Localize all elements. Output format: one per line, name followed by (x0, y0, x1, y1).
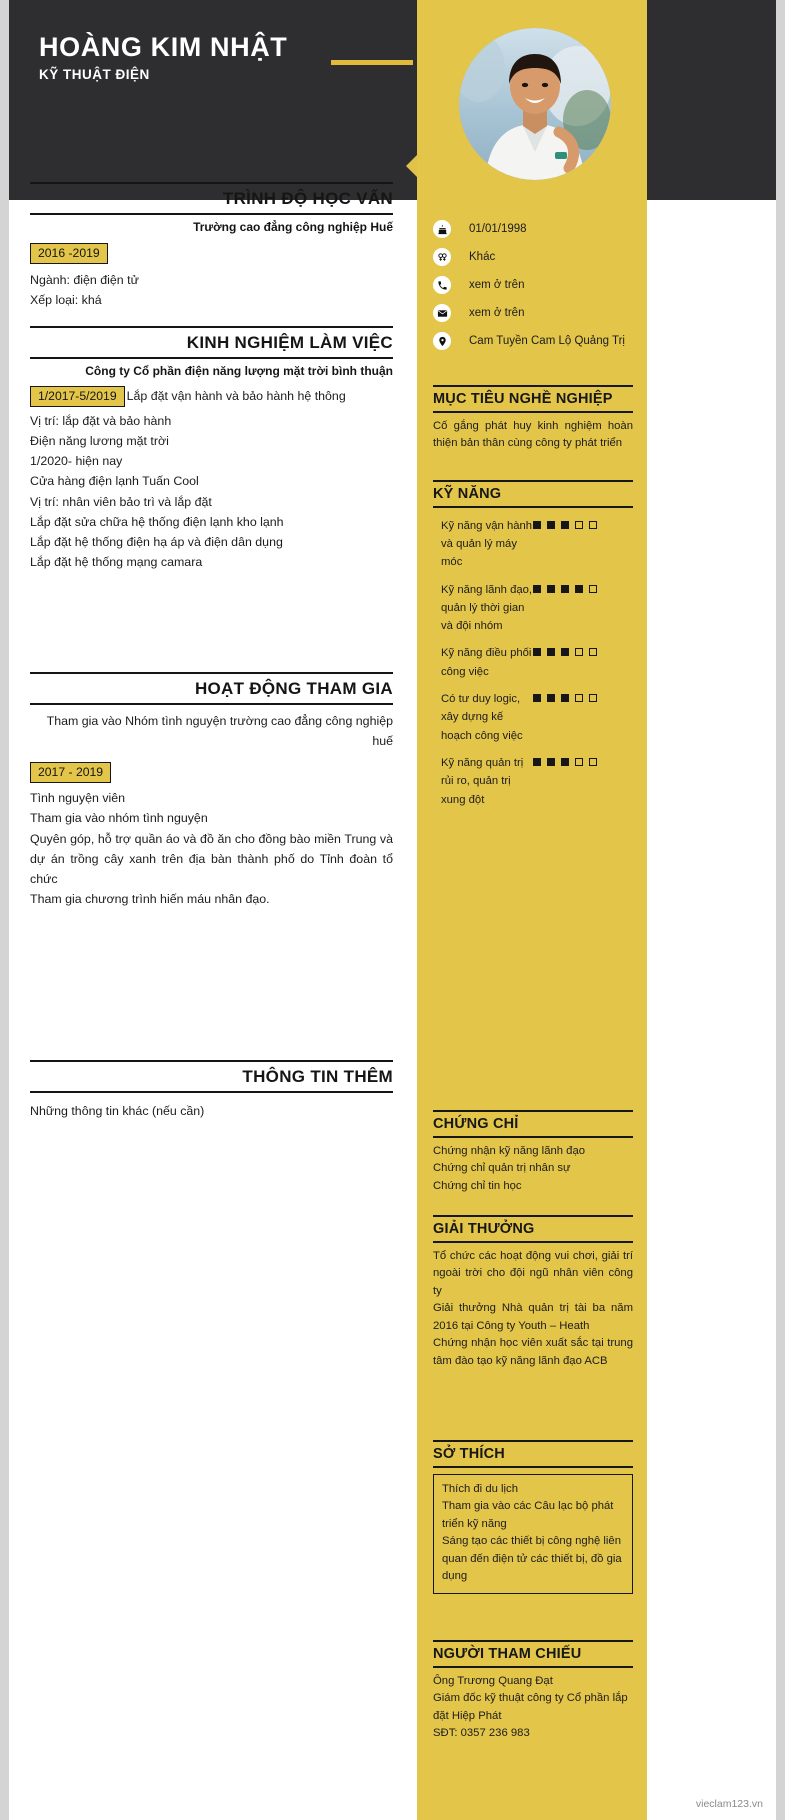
reference-line: SĐT: 0357 236 983 (433, 1727, 530, 1740)
certificates-heading: CHỨNG CHỈ (433, 1110, 633, 1138)
experience-line: 1/2020- hiện nay (30, 454, 123, 469)
activities-date-badge: 2017 - 2019 (30, 762, 111, 784)
skill-rating (533, 754, 597, 766)
education-line: Ngành: điện điện tử (30, 273, 139, 288)
skill-square-filled (561, 521, 569, 529)
awards-body (433, 1248, 633, 1371)
experience-date-note: Lắp đặt vận hành và bảo hành hệ thông (126, 388, 346, 403)
page-edge-left (0, 0, 9, 1820)
objective-heading: MỤC TIÊU NGHỀ NGHIỆP (433, 385, 633, 413)
contact-row-birthday (433, 215, 643, 243)
skill-square-empty (589, 585, 597, 593)
skill-square-filled (575, 585, 583, 593)
reference-line: Giám đốc kỹ thuật công ty Cổ phần lắp đặt Hiệp Phát (433, 1692, 628, 1722)
reference-line: Ông Trương Quang Đạt (433, 1674, 553, 1687)
watermark: vieclam123.vn (695, 1798, 763, 1810)
experience-line: Lắp đặt hệ thống điện hạ áp và điện dân dụng (30, 534, 283, 549)
skill-square-empty (589, 758, 597, 766)
extra-body: Những thông tin khác (nếu cần) (30, 1103, 205, 1118)
phone-icon (433, 276, 451, 294)
email-icon (433, 304, 451, 322)
skill-square-filled (547, 648, 555, 656)
section-certificates (433, 1110, 633, 1195)
hobbies-box (433, 1474, 633, 1594)
header-text-block (39, 32, 429, 82)
skill-square-filled (533, 521, 541, 529)
extra-heading: THÔNG TIN THÊM (30, 1060, 393, 1093)
activities-subtitle: Tham gia vào Nhóm tình nguyện trường cao đẳng công nghiệp huế (46, 713, 393, 748)
education-line: Xếp loại: khá (30, 293, 102, 308)
skill-item (433, 644, 633, 681)
skill-item (433, 754, 633, 809)
contact-text-phone: xem ở trên (469, 279, 525, 291)
birthday-cake-icon (433, 220, 451, 238)
section-awards (433, 1215, 633, 1370)
skill-label: Kỹ năng lãnh đạo, quản lý thời gian và đội nhóm (441, 583, 533, 633)
skill-square-empty (589, 694, 597, 702)
contact-row-email[interactable] (433, 299, 643, 327)
experience-line: Lắp đặt sửa chữa hệ thống điện lạnh kho lạnh (30, 514, 284, 529)
skill-label: Kỹ năng vận hành và quản lý máy móc (441, 519, 533, 569)
skill-label: Kỹ năng điều phối công việc (441, 647, 532, 678)
contact-text-gender: Khác (469, 251, 496, 263)
objective-body: Cố gắng phát huy kinh nghiệm hoàn thiện bản thân cùng công ty phát triển (433, 419, 633, 450)
experience-date-badge: 1/2017-5/2019 (30, 386, 125, 408)
section-reference (433, 1640, 633, 1743)
skill-item (433, 581, 633, 636)
skill-square-filled (561, 694, 569, 702)
section-extra-info (30, 1060, 393, 1121)
experience-company: Công ty Cổ phần điện năng lượng mặt trời bình thuận (85, 363, 393, 378)
section-activities (30, 672, 393, 909)
activities-heading: HOẠT ĐỘNG THAM GIA (30, 672, 393, 705)
skill-rating (533, 581, 597, 593)
section-hobbies (433, 1440, 633, 1594)
hobby-item: Thích đi du lịch (442, 1482, 518, 1495)
experience-line: Cửa hàng điện lạnh Tuấn Cool (30, 474, 199, 489)
skill-square-filled (547, 694, 555, 702)
activities-line: Tham gia vào nhóm tình nguyện (30, 811, 208, 826)
contact-row-gender (433, 243, 643, 271)
experience-line: Điện năng lương mặt trời (30, 434, 169, 449)
award-item: Chứng nhận học viên xuất sắc tại trung tâm đào tạo kỹ năng lãnh đạo ACB (433, 1337, 633, 1367)
skill-square-empty (575, 758, 583, 766)
contact-text-birthday: 01/01/1998 (469, 223, 527, 235)
skill-square-empty (575, 648, 583, 656)
skill-square-filled (547, 585, 555, 593)
contact-list (433, 215, 643, 355)
experience-heading: KINH NGHIỆM LÀM VIỆC (30, 326, 393, 359)
activities-paragraph: Quyên góp, hỗ trợ quần áo và đồ ăn cho đồng bào miền Trung và dự án trồng cây xanh trên địa bàn thành phố do Tỉnh đoàn tổ chức (30, 831, 393, 886)
reference-body (433, 1673, 633, 1743)
avatar (459, 28, 611, 180)
skill-square-filled (561, 585, 569, 593)
hobby-item: Sáng tạo các thiết bị công nghệ liên quan đến điện tử các thiết bị, đồ gia dụng (442, 1535, 622, 1583)
contact-text-address: Cam Tuyền Cam Lộ Quảng Trị (469, 335, 625, 347)
skill-item (433, 690, 633, 745)
skill-rating (533, 690, 597, 702)
skill-square-filled (547, 758, 555, 766)
skills-heading: KỸ NĂNG (433, 480, 633, 508)
award-item: Tổ chức các hoạt động vui chơi, giải trí ngoài trời cho đội ngũ nhân viên công ty (433, 1249, 633, 1297)
contact-row-address (433, 327, 643, 355)
activities-date-wrap (30, 762, 393, 784)
education-school: Trường cao đẳng công nghiệp Huế (193, 219, 393, 234)
page-edge-right (776, 0, 785, 1820)
education-heading: TRÌNH ĐỘ HỌC VẤN (30, 182, 393, 215)
experience-line: Vị trí: nhân viên bảo trì và lắp đặt (30, 494, 212, 509)
certificate-item: Chứng nhận kỹ năng lãnh đạo (433, 1144, 586, 1157)
certificates-body (433, 1143, 633, 1196)
reference-heading: NGƯỜI THAM CHIẾU (433, 1640, 633, 1668)
experience-date-row (30, 386, 393, 408)
section-education (30, 182, 393, 310)
experience-line: Vị trí: lắp đặt và bảo hành (30, 414, 172, 429)
location-pin-icon (433, 332, 451, 350)
candidate-job-title: KỸ THUẬT ĐIỆN (39, 67, 150, 83)
skill-item (433, 517, 633, 572)
hobbies-heading: SỞ THÍCH (433, 1440, 633, 1468)
skill-square-filled (533, 585, 541, 593)
education-date-badge: 2016 -2019 (30, 243, 108, 265)
education-date-wrap (30, 243, 393, 265)
skill-rating (533, 517, 597, 529)
experience-line: Lắp đặt hệ thống mạng camara (30, 554, 203, 569)
certificate-item: Chứng chỉ quản trị nhân sự (433, 1162, 571, 1175)
section-experience (30, 326, 393, 572)
skill-label: Có tư duy logic, xây dựng kế hoạch công việc (441, 693, 523, 742)
award-item: Giải thưởng Nhà quản trị tài ba năm 2016 tại Công ty Youth – Heath (433, 1302, 633, 1332)
activities-last-line: Tham gia chương trình hiến máu nhân đạo. (30, 891, 270, 906)
skill-square-empty (575, 521, 583, 529)
skill-square-filled (533, 694, 541, 702)
avatar-photo (459, 28, 611, 180)
skill-square-filled (561, 648, 569, 656)
gender-icon (433, 248, 451, 266)
skill-label: Kỹ năng quản trị rủi ro, quản trị xung đột (441, 756, 524, 806)
certificate-item: Chứng chỉ tin học (433, 1179, 522, 1192)
skill-square-empty (575, 694, 583, 702)
contact-text-email: xem ở trên (469, 307, 525, 319)
skill-square-filled (533, 758, 541, 766)
sidebar (417, 0, 647, 1820)
skill-square-empty (589, 648, 597, 656)
header-accent-rule (331, 60, 413, 65)
section-skills (433, 480, 633, 809)
cv-header (9, 0, 776, 200)
section-objective (433, 385, 633, 453)
skill-square-filled (533, 648, 541, 656)
skill-square-filled (561, 758, 569, 766)
skill-square-filled (547, 521, 555, 529)
candidate-name: HOÀNG KIM NHẬT (39, 32, 288, 62)
awards-heading: GIẢI THƯỞNG (433, 1215, 633, 1243)
skill-rating (533, 644, 597, 656)
activities-line: Tình nguyện viên (30, 791, 126, 806)
skill-square-empty (589, 521, 597, 529)
hobby-item: Tham gia vào các Câu lạc bộ phát triển kỹ năng (442, 1500, 614, 1530)
contact-row-phone[interactable] (433, 271, 643, 299)
